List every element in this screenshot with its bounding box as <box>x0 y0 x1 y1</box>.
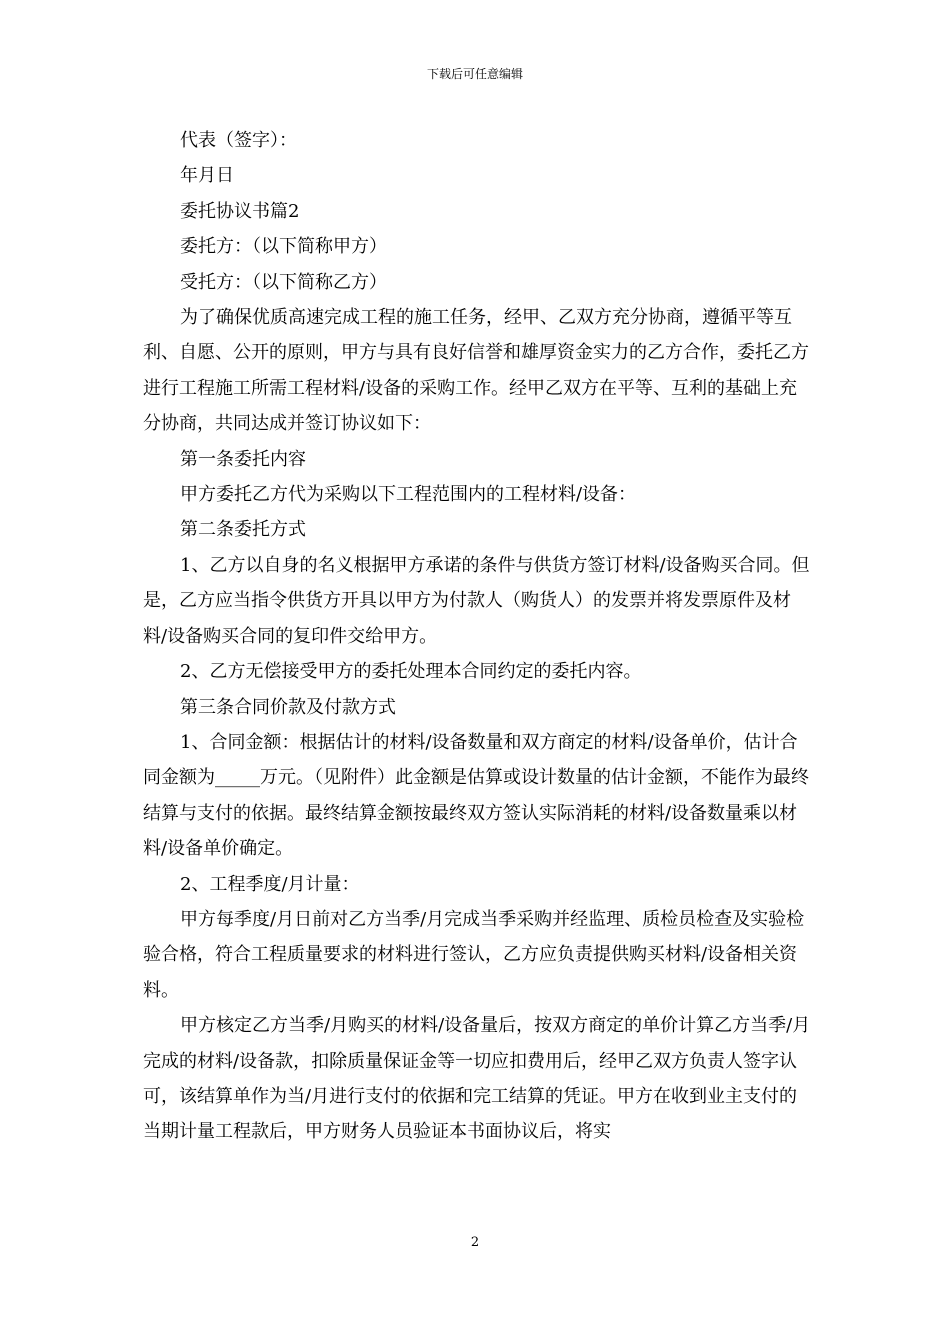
paragraph-quarterly-measurement: 甲方每季度/月日前对乙方当季/月完成当季采购并经监理、质检员检查及实验检验合格，符合工程质量要求的材料进行签认，乙方应负责提供购买材料/设备相关资料。 <box>143 908 805 1001</box>
page-number: 2 <box>470 1235 480 1250</box>
document-body <box>143 123 813 1150</box>
paragraph-date: 年月日 <box>180 165 234 187</box>
section-title: 委托协议书篇2 <box>180 200 300 222</box>
paragraph-article-2-item-1: 1、乙方以自身的名义根据甲方承诺的条件与供货方签订材料/设备购买合同。但是，乙方应当指令供货方开具以甲方为付款人（购货人）的发票并将发票原件及材料/设备购买合同的复印件交给甲方。 <box>143 554 810 647</box>
paragraph-article-3-item-1: 1、合同金额：根据估计的材料/设备数量和双方商定的材料/设备单价，估计合同金额为_____万元。（见附件）此金额是估算或设计数量的估计金额，不能作为最终结算与支付的依据。最终结算金额按最终双方签认实际消耗的材料/设备数量乘以材料/设备单价确定。 <box>143 731 809 860</box>
article-3-heading: 第三条合同价款及付款方式 <box>180 696 396 718</box>
article-2-heading: 第二条委托方式 <box>180 519 306 541</box>
paragraph-signature: 代表（签字）： <box>180 130 297 151</box>
article-1-heading: 第一条委托内容 <box>180 448 306 470</box>
paragraph-article-2-item-2: 2、乙方无偿接受甲方的委托处理本合同约定的委托内容。 <box>180 661 642 683</box>
page-header: 下载后可任意编辑 <box>426 67 523 81</box>
paragraph-preamble: 为了确保优质高速完成工程的施工任务，经甲、乙双方充分协商，遵循平等互利、自愿、公开的原则，甲方与具有良好信誉和雄厚资金实力的乙方合作，委托乙方进行工程施工所需工程材料/设备的采购工作。经甲乙双方在平等、互利的基础上充分协商，共同达成并签订协议如下： <box>143 307 809 435</box>
paragraph-principal: 委托方：（以下简称甲方） <box>180 236 387 258</box>
paragraph-agent: 受托方：（以下简称乙方） <box>180 271 387 293</box>
paragraph-article-3-item-2: 2、工程季度/月计量： <box>180 873 360 895</box>
paragraph-article-1: 甲方委托乙方代为采购以下工程范围内的工程材料/设备： <box>180 484 637 506</box>
paragraph-settlement: 甲方核定乙方当季/月购买的材料/设备量后，按双方商定的单价计算乙方当季/月完成的材料/设备款，扣除质量保证金等一切应扣费用后，经甲乙双方负责人签字认可，该结算单作为当/月进行支付的依据和完工结算的凭证。甲方在收到业主支付的当期计量工程款后，甲方财务人员验证本书面协议后，将实 <box>143 1015 811 1143</box>
